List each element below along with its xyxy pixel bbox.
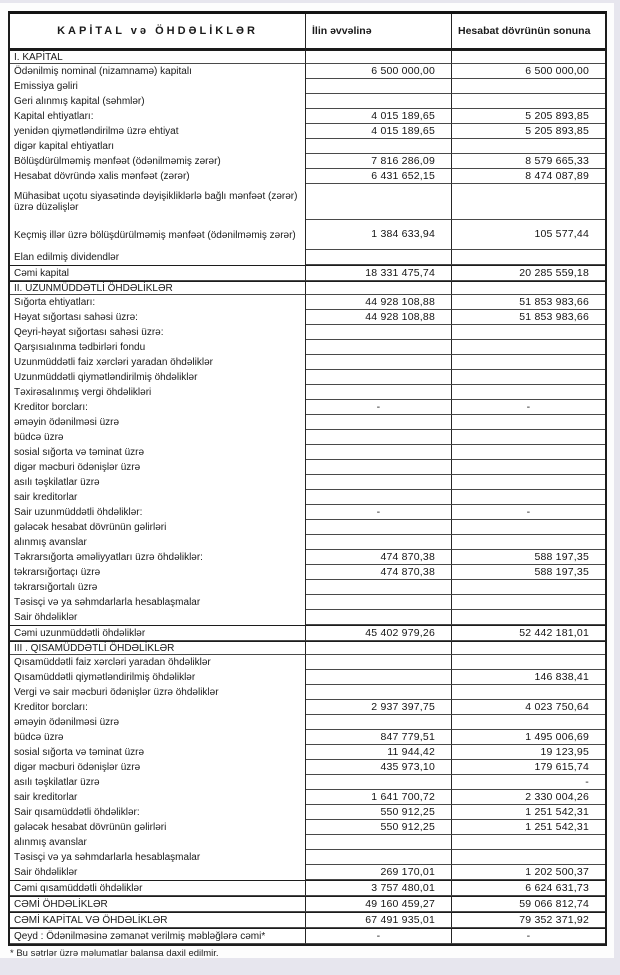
row-label: Təxirəsalınmış vergi öhdəlikləri [10, 385, 306, 400]
row-value-end [452, 835, 605, 850]
row-value-end: 105 577,44 [452, 220, 605, 250]
row-label: Kapital ehtiyatları: [10, 109, 306, 124]
row-value-beginning [306, 445, 452, 460]
row-label: yenidən qiymətləndirilmə üzrə ehtiyat [10, 124, 306, 139]
row-label: Keçmiş illər üzrə bölüşdürülməmiş mənfəət (ödənilməmiş zərər) [10, 220, 306, 250]
row-value-end: 6 500 000,00 [452, 64, 605, 79]
row-value-end [452, 595, 605, 610]
row-value-end: 5 205 893,85 [452, 124, 605, 139]
row-label: Uzunmüddətli qiymətləndirilmiş öhdəliklər [10, 370, 306, 385]
row-label: Sair uzunmüddətli öhdəliklər: [10, 505, 306, 520]
row-value-end [452, 430, 605, 445]
row-label: Qarşısıalınma tədbirləri fondu [10, 340, 306, 355]
scanned-balance-sheet-page [0, 3, 614, 958]
row-label: Hesabat dövründə xalis mənfəət (zərər) [10, 169, 306, 184]
row-label: sosial sığorta və təminat üzrə [10, 745, 306, 760]
row-value-end: 588 197,35 [452, 550, 605, 565]
row-value-beginning: 3 757 480,01 [306, 880, 452, 896]
row-label: Bölüşdürülməmiş mənfəət (ödənilməmiş zərər) [10, 154, 306, 169]
row-label: alınmış avanslar [10, 835, 306, 850]
row-label: sair kreditorlar [10, 490, 306, 505]
row-value-beginning [306, 415, 452, 430]
row-label: Qeyd : Ödənilməsinə zəmanət verilmiş məbləğlərə cəmi* [10, 928, 306, 944]
row-value-beginning [306, 520, 452, 535]
row-value-beginning [306, 715, 452, 730]
row-label: Geri alınmış kapital (səhmlər) [10, 94, 306, 109]
row-label: Ödənilmiş nominal (nizamnamə) kapitalı [10, 64, 306, 79]
row-value-beginning: 1 384 633,94 [306, 220, 452, 250]
row-value-end [452, 641, 605, 655]
row-label: CƏMİ ÖHDƏLİKLƏR [10, 896, 306, 912]
row-value-beginning: 474 870,38 [306, 565, 452, 580]
row-value-end: 79 352 371,92 [452, 912, 605, 928]
row-value-beginning [306, 580, 452, 595]
row-value-beginning [306, 250, 452, 265]
row-label: III . QISAMÜDDƏTLİ ÖHDƏLİKLƏR [10, 641, 306, 655]
row-label: digər kapital ehtiyatları [10, 139, 306, 154]
row-label: Sair qısamüddətli öhdəliklər: [10, 805, 306, 820]
row-value-end [452, 580, 605, 595]
row-value-end [452, 355, 605, 370]
row-value-beginning [306, 50, 452, 64]
row-label: Uzunmüddətli faiz xərcləri yaradan öhdəliklər [10, 355, 306, 370]
row-value-end: 1 251 542,31 [452, 805, 605, 820]
row-value-end [452, 685, 605, 700]
row-value-end [452, 520, 605, 535]
row-value-beginning [306, 685, 452, 700]
row-value-end: 4 023 750,64 [452, 700, 605, 715]
row-value-beginning: 474 870,38 [306, 550, 452, 565]
row-label: Sığorta ehtiyatları: [10, 295, 306, 310]
row-label: Qısamüddətli qiymətləndirilmiş öhdəliklər [10, 670, 306, 685]
row-value-end [452, 445, 605, 460]
row-label: asılı təşkilatlar üzrə [10, 775, 306, 790]
row-value-beginning [306, 460, 452, 475]
row-value-end: - [452, 505, 605, 520]
row-value-end [452, 139, 605, 154]
row-label: Cəmi qısamüddətli öhdəliklər [10, 880, 306, 896]
row-value-beginning: 18 331 475,74 [306, 265, 452, 281]
row-value-beginning: 44 928 108,88 [306, 310, 452, 325]
row-value-end [452, 94, 605, 109]
row-value-end: 146 838,41 [452, 670, 605, 685]
row-value-end: 1 202 500,37 [452, 865, 605, 880]
row-label: II. UZUNMÜDDƏTLİ ÖHDƏLİKLƏR [10, 281, 306, 295]
row-value-end [452, 281, 605, 295]
row-value-end: 52 442 181,01 [452, 625, 605, 641]
row-value-beginning [306, 850, 452, 865]
row-label: sosial sığorta və təminat üzrə [10, 445, 306, 460]
row-value-end [452, 250, 605, 265]
row-label: digər məcburi ödənişlər üzrə [10, 460, 306, 475]
table-header-beginning-of-year: İlin əvvəlinə [306, 14, 452, 50]
row-value-end: 588 197,35 [452, 565, 605, 580]
row-label: Təsisçi və ya səhmdarlarla hesablaşmalar [10, 850, 306, 865]
row-value-beginning [306, 475, 452, 490]
row-value-beginning: 44 928 108,88 [306, 295, 452, 310]
row-value-beginning: 6 500 000,00 [306, 64, 452, 79]
row-value-beginning [306, 355, 452, 370]
row-label: Təkrarsığorta əməliyyatları üzrə öhdəliklər: [10, 550, 306, 565]
row-label: alınmış avanslar [10, 535, 306, 550]
row-label: Mühasibat uçotu siyasətində dəyişikliklərlə bağlı mənfəət (zərər) üzrə düzəlişlər [10, 184, 306, 220]
row-value-beginning: 1 641 700,72 [306, 790, 452, 805]
table-header-capital-and-liabilities: KAPİTAL və ÖHDƏLİKLƏR [10, 14, 306, 50]
row-value-beginning [306, 385, 452, 400]
row-value-end [452, 325, 605, 340]
row-label: gələcək hesabat dövrünün gəlirləri [10, 820, 306, 835]
row-label: Vergi və sair məcburi ödənişlər üzrə öhdəliklər [10, 685, 306, 700]
row-value-beginning: 4 015 189,65 [306, 124, 452, 139]
row-value-beginning [306, 535, 452, 550]
row-value-beginning [306, 281, 452, 295]
row-value-end: 6 624 631,73 [452, 880, 605, 896]
row-value-beginning: 49 160 459,27 [306, 896, 452, 912]
row-value-end [452, 715, 605, 730]
row-value-beginning: 269 170,01 [306, 865, 452, 880]
row-value-end: 51 853 983,66 [452, 295, 605, 310]
row-label: CƏMİ KAPİTAL VƏ ÖHDƏLİKLƏR [10, 912, 306, 928]
row-label: gələcək hesabat dövrünün gəlirləri [10, 520, 306, 535]
row-value-end: 20 285 559,18 [452, 265, 605, 281]
row-value-beginning [306, 835, 452, 850]
row-value-end: 2 330 004,26 [452, 790, 605, 805]
row-label: I. KAPİTAL [10, 50, 306, 64]
row-value-end: 51 853 983,66 [452, 310, 605, 325]
row-value-end [452, 655, 605, 670]
row-label: Kreditor borcları: [10, 700, 306, 715]
row-value-beginning: 4 015 189,65 [306, 109, 452, 124]
row-value-end [452, 535, 605, 550]
row-label: sair kreditorlar [10, 790, 306, 805]
row-value-end: 8 474 087,89 [452, 169, 605, 184]
row-value-beginning [306, 184, 452, 220]
row-value-end: 1 251 542,31 [452, 820, 605, 835]
row-value-end [452, 340, 605, 355]
row-label: Qısamüddətli faiz xərcləri yaradan öhdəliklər [10, 655, 306, 670]
row-value-beginning: 45 402 979,26 [306, 625, 452, 641]
row-value-beginning [306, 340, 452, 355]
row-label: Cəmi uzunmüddətli öhdəliklər [10, 625, 306, 641]
row-label: təkrarsığortaçı üzrə [10, 565, 306, 580]
row-value-beginning [306, 490, 452, 505]
row-value-end: 5 205 893,85 [452, 109, 605, 124]
row-value-beginning [306, 595, 452, 610]
row-value-beginning [306, 370, 452, 385]
table-footnote: * Bu sətrlər üzrə məlumatlar balansa daxil edilmir. [10, 948, 219, 959]
row-value-beginning: - [306, 505, 452, 520]
row-label: Həyat sığortası sahəsi üzrə: [10, 310, 306, 325]
row-value-beginning: 6 431 652,15 [306, 169, 452, 184]
row-value-beginning: 847 779,51 [306, 730, 452, 745]
row-value-end [452, 415, 605, 430]
row-value-end [452, 610, 605, 625]
row-value-beginning [306, 94, 452, 109]
row-label: büdcə üzrə [10, 430, 306, 445]
row-label: digər məcburi ödənişlər üzrə [10, 760, 306, 775]
row-label: Sair öhdəliklər [10, 865, 306, 880]
table-header-end-of-period: Hesabat dövrünün sonuna [452, 14, 605, 50]
row-value-end [452, 370, 605, 385]
row-value-beginning [306, 655, 452, 670]
row-value-beginning [306, 641, 452, 655]
row-value-end: 59 066 812,74 [452, 896, 605, 912]
row-label: Kreditor borcları: [10, 400, 306, 415]
row-value-end: - [452, 928, 605, 944]
row-value-end: 8 579 665,33 [452, 154, 605, 169]
row-value-end [452, 385, 605, 400]
row-value-beginning: 67 491 935,01 [306, 912, 452, 928]
row-value-end [452, 50, 605, 64]
row-value-beginning: - [306, 400, 452, 415]
row-label: asılı təşkilatlar üzrə [10, 475, 306, 490]
row-value-beginning: 7 816 286,09 [306, 154, 452, 169]
row-value-end [452, 79, 605, 94]
row-label: büdcə üzrə [10, 730, 306, 745]
row-value-end: 19 123,95 [452, 745, 605, 760]
row-value-beginning: - [306, 928, 452, 944]
row-value-beginning [306, 670, 452, 685]
row-value-end [452, 475, 605, 490]
row-label: Cəmi kapital [10, 265, 306, 281]
row-value-beginning [306, 139, 452, 154]
row-label: əməyin ödənilməsi üzrə [10, 415, 306, 430]
row-value-end [452, 460, 605, 475]
row-value-end: - [452, 400, 605, 415]
row-value-end [452, 184, 605, 220]
row-value-end [452, 490, 605, 505]
row-label: Elan edilmiş dividendlər [10, 250, 306, 265]
row-value-beginning [306, 610, 452, 625]
row-value-beginning: 11 944,42 [306, 745, 452, 760]
row-label: əməyin ödənilməsi üzrə [10, 715, 306, 730]
row-value-beginning: 435 973,10 [306, 760, 452, 775]
row-label: Sair öhdəliklər [10, 610, 306, 625]
row-value-beginning [306, 430, 452, 445]
row-label: təkrarsığortalı üzrə [10, 580, 306, 595]
row-value-beginning [306, 775, 452, 790]
row-value-beginning [306, 79, 452, 94]
row-label: Təsisçi və ya səhmdarlarla hesablaşmalar [10, 595, 306, 610]
row-value-beginning: 550 912,25 [306, 805, 452, 820]
balance-table [8, 11, 607, 946]
row-value-end: 1 495 006,69 [452, 730, 605, 745]
row-value-beginning: 2 937 397,75 [306, 700, 452, 715]
row-label: Qeyri-həyat sığortası sahəsi üzrə: [10, 325, 306, 340]
row-label: Emissiya gəliri [10, 79, 306, 94]
row-value-end: - [452, 775, 605, 790]
row-value-beginning: 550 912,25 [306, 820, 452, 835]
row-value-end [452, 850, 605, 865]
row-value-end: 179 615,74 [452, 760, 605, 775]
row-value-beginning [306, 325, 452, 340]
